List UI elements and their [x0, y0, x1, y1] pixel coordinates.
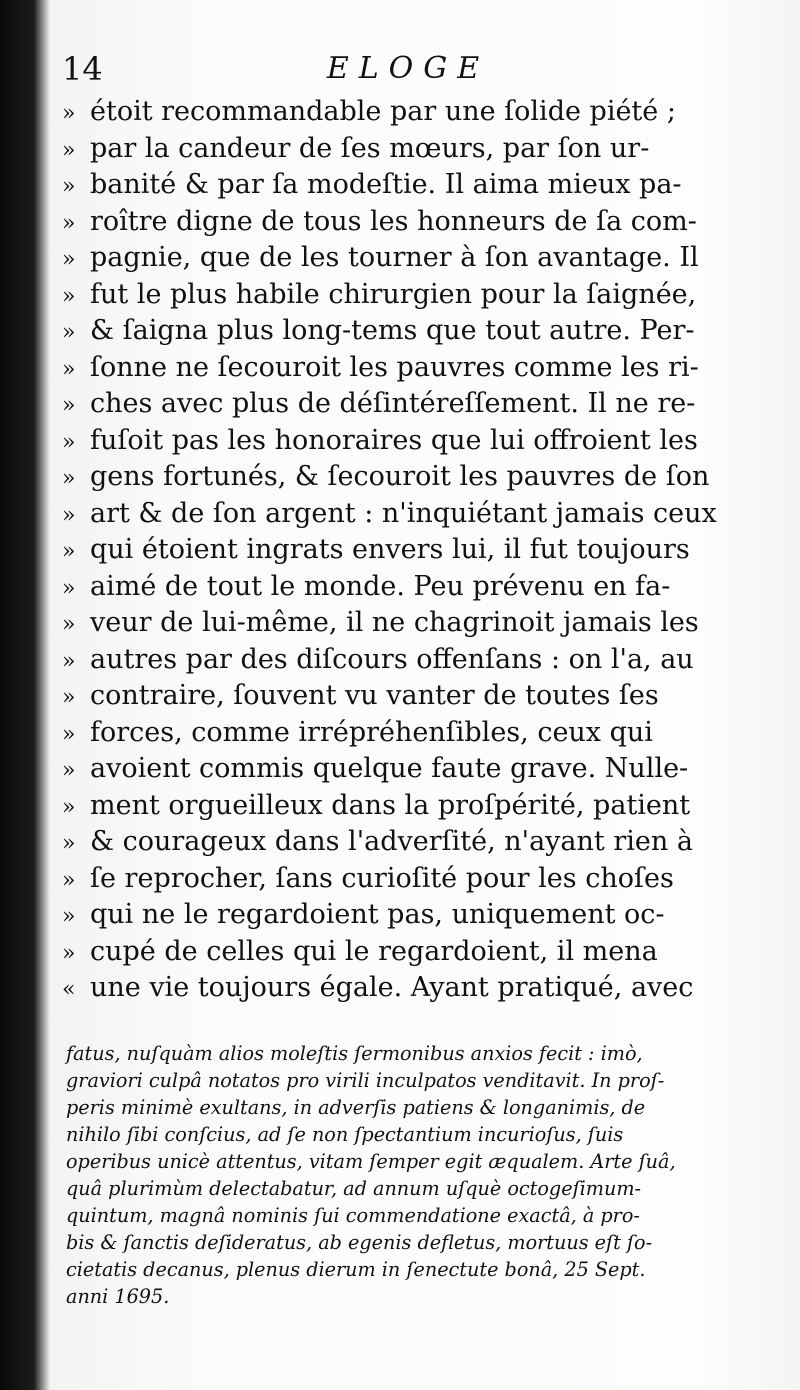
line-text: qui étoient ingrats envers lui, il fut toujours [90, 534, 690, 565]
text-line [62, 897, 772, 934]
text-line [62, 496, 772, 533]
text-line [62, 386, 772, 423]
text-line [62, 532, 772, 569]
quote-mark: » [62, 101, 76, 126]
line-text: qui ne le regardoient pas, uniquement oc- [90, 899, 665, 930]
quote-mark: » [62, 137, 76, 163]
quote-mark: » [62, 794, 76, 820]
quote-mark: » [62, 685, 76, 710]
line-text: autres par des diſcours offenſans : on l'a, au [90, 643, 694, 675]
text-line [62, 788, 772, 825]
text-line [62, 94, 772, 131]
quote-mark: « [62, 977, 76, 1002]
footnote-line: nihilo ſibi conſcius, ad ſe non ſpectantium incurioſus, ſuis [66, 1123, 624, 1146]
line-text: avoient commis quelque faute grave. Nulle- [90, 753, 689, 784]
line-text: aimé de tout le monde. Peu prévenu en fa- [90, 570, 671, 602]
text-line [62, 459, 772, 496]
line-text: art & de ſon argent : n'inquiétant jamais ceux [90, 497, 717, 529]
quote-mark: » [62, 940, 76, 966]
text-line [62, 131, 772, 168]
footnote-line: fatus, nuſquàm alios moleſtis ſermonibus anxios fecit : imò, [66, 1042, 643, 1065]
text-line [62, 605, 772, 642]
page-header [56, 44, 760, 94]
main-text [62, 94, 772, 1007]
line-text: ſe reprocher, ſans curioſité pour les choſes [90, 862, 674, 894]
footnote-line: anni 1695. [66, 1285, 170, 1308]
quote-mark: » [62, 320, 76, 345]
text-line [62, 167, 772, 204]
quote-mark: » [62, 210, 76, 236]
line-text: une vie toujours égale. Ayant pratiqué, avec [90, 972, 694, 1003]
text-line [62, 824, 772, 861]
text-line [62, 678, 772, 715]
footnote-line: quintum, magnâ nominis ſui commendatione exactâ, à pro- [66, 1204, 640, 1227]
quote-mark: » [62, 867, 76, 893]
line-text: ſonne ne ſecouroit les pauvres comme les ri- [90, 351, 699, 383]
running-head: ELOGE [326, 51, 490, 86]
text-line [62, 423, 772, 460]
text-line [62, 861, 772, 898]
line-text: cupé de celles qui le regardoient, il mena [90, 935, 658, 967]
line-text: banité & par ſa modeſtie. Il aima mieux pa- [90, 169, 682, 200]
quote-mark: » [62, 466, 76, 491]
page-number: 14 [62, 50, 103, 88]
quote-mark: » [62, 356, 76, 382]
quote-mark: » [62, 502, 76, 528]
line-text: ches avec plus de déſintéreſſement. Il ne re- [90, 388, 696, 419]
quote-mark: » [62, 831, 76, 856]
footnote [66, 1040, 772, 1310]
footnote-line: operibus unicè attentus, vitam ſemper egit æqualem. Arte ſuâ, [66, 1150, 676, 1173]
quote-mark: » [62, 283, 76, 309]
text-line [62, 240, 772, 277]
footnote-line: graviori culpâ notatos pro virili inculpatos venditavit. In proſ- [66, 1069, 665, 1092]
quote-mark: » [62, 648, 76, 674]
text-line [62, 569, 772, 606]
text-line [62, 934, 772, 971]
line-text: contraire, ſouvent vu vanter de toutes ſes [90, 680, 659, 711]
quote-mark: » [62, 758, 76, 783]
text-line [62, 204, 772, 241]
quote-mark: » [62, 575, 76, 601]
line-text: gens fortunés, & ſecouroit les pauvres de ſon [90, 461, 710, 492]
footnote-line: cietatis decanus, plenus dierum in ſenectute bonâ, 25 Sept. [66, 1258, 646, 1281]
text-line [62, 642, 772, 679]
line-text: étoit recommandable par une ſolide piété ; [90, 96, 676, 127]
text-line [62, 350, 772, 387]
quote-mark: » [62, 904, 76, 929]
line-text: roître digne de tous les honneurs de ſa com- [90, 205, 697, 237]
footnote-line: peris minimè exultans, in adverſis patiens & longanimis, de [66, 1096, 646, 1119]
quote-mark: » [62, 721, 76, 747]
line-text: pagnie, que de les tourner à ſon avantage. Il [90, 242, 699, 273]
line-text: fut le plus habile chirurgien pour la ſaignée, [90, 278, 697, 310]
line-text: fuſoit pas les honoraires que lui offroient les [90, 424, 698, 456]
text-line [62, 313, 772, 350]
text-line [62, 751, 772, 788]
quote-mark: » [62, 393, 76, 418]
quote-mark: » [62, 247, 76, 272]
line-text: forces, comme irrépréhenſibles, ceux qui [90, 716, 653, 748]
quote-mark: » [62, 174, 76, 199]
line-text: & ſaigna plus long-tems que tout autre. Per- [90, 315, 695, 346]
text-line [62, 715, 772, 752]
line-text: & courageux dans l'adverſité, n'ayant rien à [90, 826, 693, 857]
quote-mark: » [62, 539, 76, 564]
quote-mark: » [62, 612, 76, 637]
footnote-line: bis & ſanctis deſideratus, ab egenis defletus, mortuus eſt ſo- [66, 1231, 653, 1254]
text-line [62, 970, 772, 1007]
line-text: ment orgueilleux dans la proſpérité, patient [90, 789, 691, 821]
line-text: veur de lui-même, il ne chagrinoit jamais les [90, 607, 699, 638]
quote-mark: » [62, 429, 76, 455]
footnote-line: quâ plurimùm delectabatur, ad annum uſquè octogeſimum- [66, 1177, 642, 1200]
text-line [62, 277, 772, 314]
line-text: par la candeur de ſes mœurs, par ſon ur- [90, 132, 650, 164]
